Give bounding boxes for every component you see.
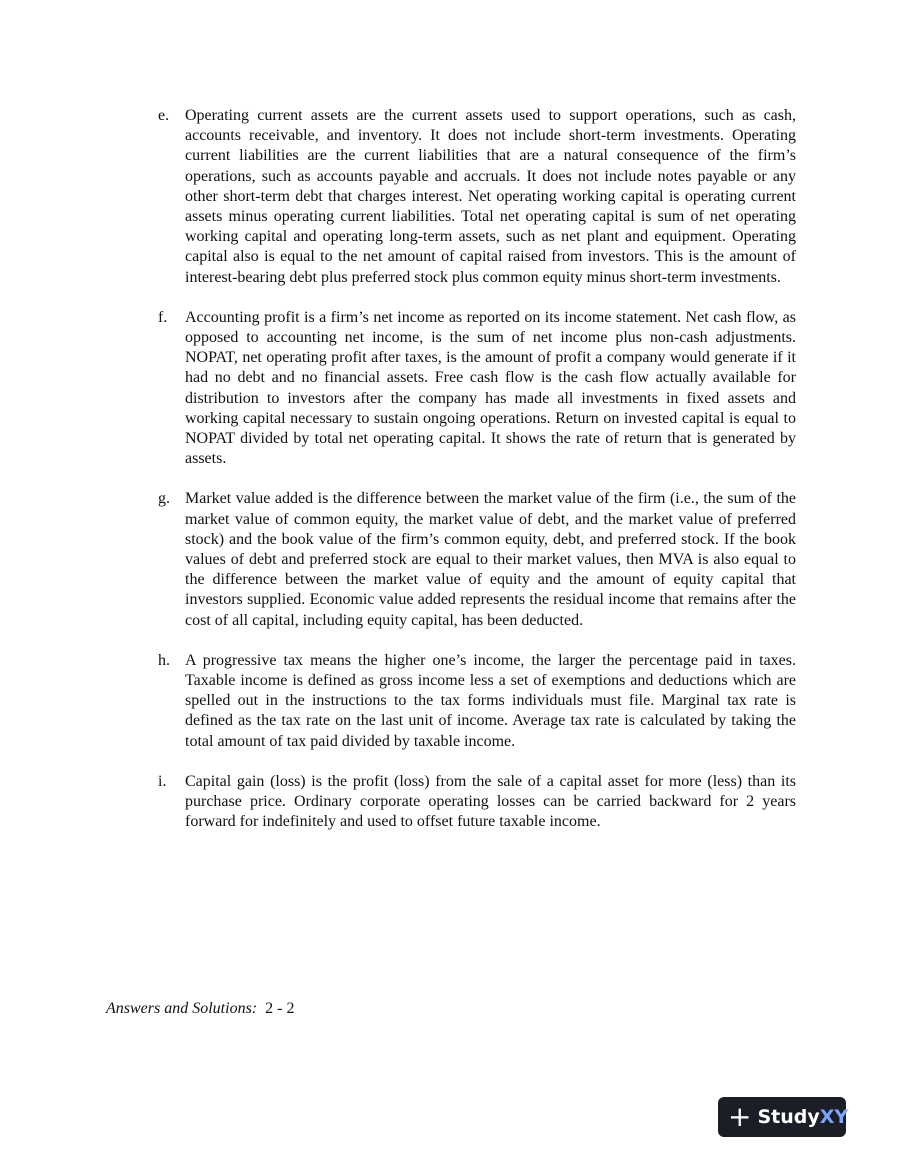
item-text: Market value added is the difference between the market value of the firm (i.e., the sum of the market value of common equity, the market value of debt, and the market value of preferred stock) and the book value of the firm’s common equity, debt, and preferred stock. If the book values of debt and preferred stock are equal to their market values, then MVA is also equal to the difference between the market value of equity and the amount of equity capital that investors supplied. Economic value added represents the residual income that remains after the cost of all capital, including equity capital, has been deducted. xyxy=(185,490,796,629)
item-marker: f. xyxy=(158,308,168,326)
item-text: Capital gain (loss) is the profit (loss) from the sale of a capital asset for more (less) than its purchase price. Ordinary corporate operating losses can be carried backward for 2 years forward for indefinitely and used to offset future taxable income. xyxy=(185,772,796,831)
logo-text-xy: XY xyxy=(819,1106,849,1128)
item-marker: g. xyxy=(158,490,170,508)
logo-text-study: Study xyxy=(757,1106,820,1128)
answer-list xyxy=(158,106,796,853)
plus-icon: + xyxy=(728,1100,752,1133)
item-text: A progressive tax means the higher one’s income, the larger the percentage paid in taxes. Taxable income is defined as gross income less a set of exemptions and deductions which are spelled out in the instructions to the tax forms individuals must file. Marginal tax rate is defined as the tax rate on the last unit of income. Average tax rate is calculated by taking the total amount of tax paid divided by taxable income. xyxy=(185,651,796,750)
answer-item-g xyxy=(158,489,796,630)
item-text: Operating current assets are the current assets used to support operations, such as cash, accounts receivable, and inventory. It does not include short-term investments. Operating current liabilities are the current liabilities that are a natural consequence of the firm’s operations, such as accounts payable and accruals. It does not include notes payable or any other short-term debt that charges interest. Net operating working capital is operating current assets minus operating current liabilities. Total net operating capital is sum of net operating working capital and operating long-term assets, such as net plant and equipment. Operating capital also is equal to the net amount of capital raised from investors. This is the amount of interest-bearing debt plus preferred stock plus common equity minus short-term investments. xyxy=(185,107,796,286)
footer-label: Answers and Solutions: xyxy=(106,1000,258,1017)
item-marker: i. xyxy=(158,772,167,790)
answer-item-h xyxy=(158,651,796,752)
item-text: Accounting profit is a firm’s net income as reported on its income statement. Net cash flow, as opposed to accounting net income, is the sum of net income plus non-cash adjustments. NOPAT, net operating profit after taxes, is the amount of profit a company would generate if it had no debt and no financial assets. Free cash flow is the cash flow actually available for distribution to investors after the company has made all investments in fixed assets and working capital necessary to sustain ongoing operations. Return on invested capital is equal to NOPAT divided by total net operating capital. It shows the rate of return that is generated by assets. xyxy=(185,308,796,468)
answer-item-i xyxy=(158,772,796,833)
page-number: 2 - 2 xyxy=(265,1000,295,1017)
item-marker: e. xyxy=(158,107,170,124)
item-marker: h. xyxy=(158,651,170,669)
answer-item-e xyxy=(158,106,796,288)
answer-item-f xyxy=(158,308,796,470)
page-footer xyxy=(106,998,294,1020)
studyxy-logo-badge[interactable] xyxy=(718,1097,849,1137)
